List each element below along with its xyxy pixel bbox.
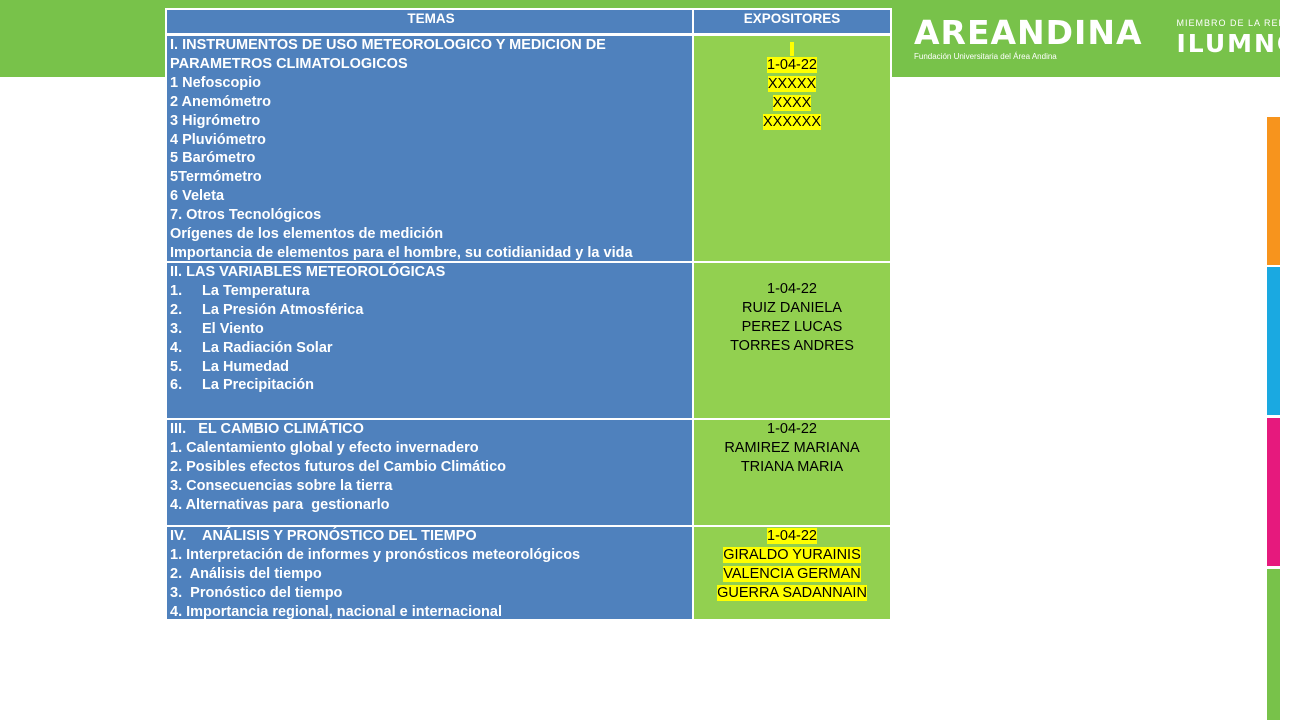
topic-line: I. INSTRUMENTOS DE USO METEOROLOGICO Y MEDICION DE [170,37,606,53]
topic-line: 3. Pronóstico del tiempo [170,584,343,601]
topic-item: El Viento [202,320,264,337]
presenter-name: TRIANA MARIA [740,458,844,475]
topic-line: 6 Veleta [170,188,225,205]
areandina-logo [894,0,1300,77]
presenter-name: RUIZ DANIELA [742,299,842,316]
topics-table [165,8,892,621]
logo-network-name: ILUMNO [1176,29,1300,58]
side-strip-blue [1267,267,1280,415]
header-expositores: EXPOSITORES [694,10,890,33]
topic-line: 2. Posibles efectos futuros del Cambio Climático [170,458,506,475]
row-1-temas [167,36,692,261]
logo-network [1176,18,1300,59]
highlight-marker [790,42,794,56]
row-2-expositores [694,263,890,418]
presenter-name: GUERRA SADANNAIN [717,584,867,601]
topic-line: 2. Análisis del tiempo [170,565,322,582]
item-number: 6. [170,377,183,394]
presenter-name: XXXX [772,94,812,111]
presenter-date: 1-04-22 [767,421,817,437]
topic-item: La Humedad [202,358,290,375]
topic-item: La Presión Atmosférica [202,301,364,318]
logo-network-label: MIEMBRO DE LA RED [1176,18,1287,28]
presenter-name: PEREZ LUCAS [741,318,843,335]
presenter-name: TORRES ANDRES [730,337,854,354]
item-number: 2. [170,301,183,318]
row-4-expositores [694,527,890,619]
presenter-name: XXXXX [767,75,817,92]
row-2-temas [167,263,692,418]
topic-item: La Radiación Solar [202,339,333,356]
topic-item: La Temperatura [202,282,310,299]
topic-line: 2 Anemómetro [170,93,271,110]
topic-title: III. EL CAMBIO CLIMÁTICO [170,421,364,437]
topic-line: 1. Interpretación de informes y pronósticos meteorológicos [170,546,581,563]
logo-main [914,12,1143,62]
item-number: 5. [170,358,183,375]
topic-line: 3. Consecuencias sobre la tierra [170,477,393,494]
header-temas: TEMAS [167,10,692,33]
topic-line: 5 Barómetro [170,150,256,167]
topic-line: Orígenes de los elementos de medición [170,226,444,243]
item-number: 4. [170,339,183,356]
topic-line: PARAMETROS CLIMATOLOGICOS [170,55,408,72]
logo-subtitle: Fundación Universitaria del Área Andina [914,51,1057,61]
topic-title: IV. ANÁLISIS Y PRONÓSTICO DEL TIEMPO [170,528,477,544]
row-3-expositores [694,420,890,525]
topic-line: 5Termómetro [170,169,262,186]
row-3-temas [167,420,692,525]
presenter-name: XXXXXX [762,113,822,130]
presenter-name: RAMIREZ MARIANA [724,439,860,456]
row-4-temas [167,527,692,619]
side-strip-orange [1267,117,1280,265]
topic-line: Importancia de elementos para el hombre, su cotidianidad y la vida [170,244,633,261]
side-strip-pink [1267,418,1280,566]
topic-line: 4. Importancia regional, nacional e internacional [170,603,502,620]
item-number: 3. [170,320,183,337]
presenter-date: 1-04-22 [767,528,817,544]
topic-line: 7. Otros Tecnológicos [170,207,322,224]
topic-line: 4 Pluviómetro [170,131,266,148]
side-strip-green [1267,569,1280,720]
topic-title: II. LAS VARIABLES METEOROLÓGICAS [170,264,446,280]
presenter-name: GIRALDO YURAINIS [723,546,861,563]
topic-line: 1 Nefoscopio [170,74,262,91]
topic-line: 1. Calentamiento global y efecto invernadero [170,439,479,456]
topic-item: La Precipitación [202,377,315,394]
presenter-name: VALENCIA GERMAN [723,565,861,582]
logo-name: AREANDINA [914,12,1143,52]
topic-line: 3 Higrómetro [170,112,261,129]
presenter-date: 1-04-22 [767,57,817,73]
row-1-expositores [694,36,890,261]
topic-line: 4. Alternativas para gestionarlo [170,496,390,513]
item-number: 1. [170,282,183,299]
presenter-date: 1-04-22 [767,281,817,297]
